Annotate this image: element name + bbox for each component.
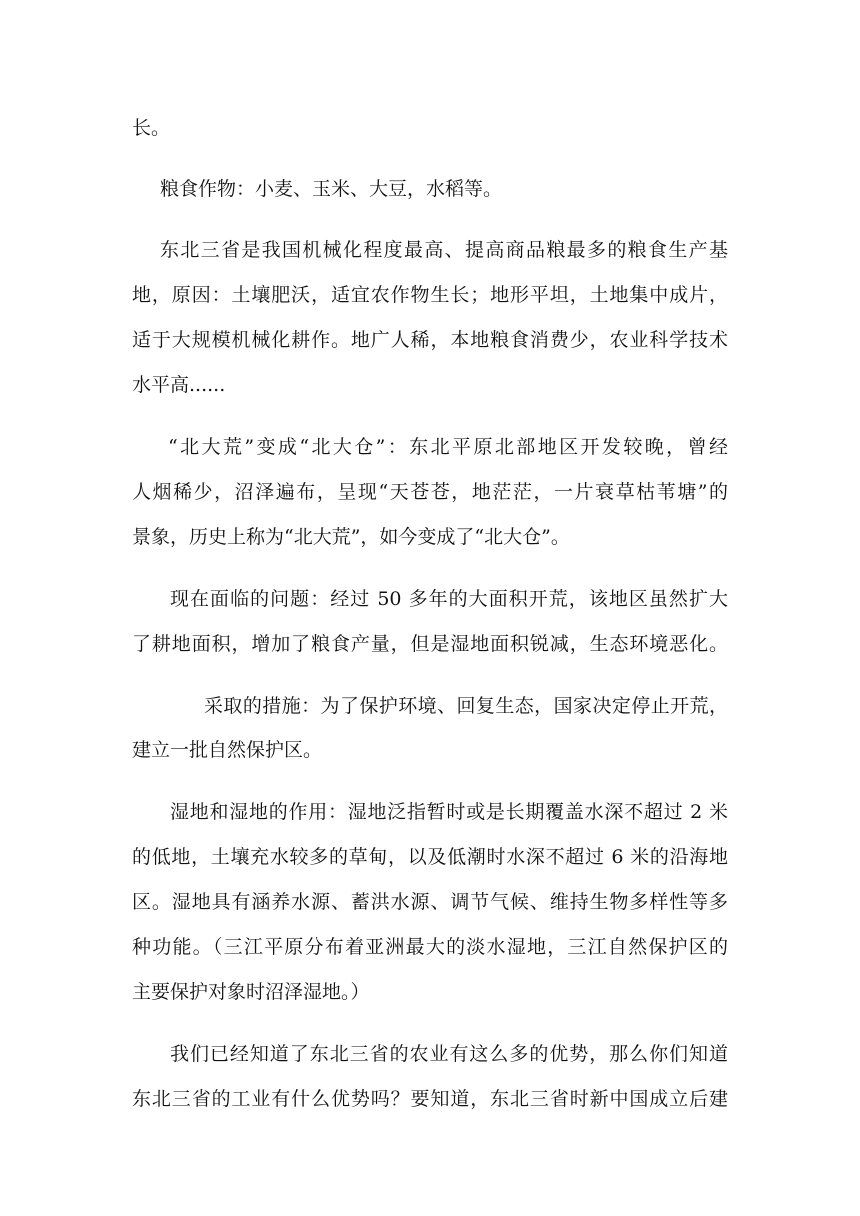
paragraph-6-line-3: 种功能。（三江平原分布着亚洲最大的淡水湿地，三江自然保护区的 xyxy=(132,936,728,958)
paragraph-4-line-1: 了耕地面积，增加了粮食产量，但是湿地面积锐减，生态环境恶化。 xyxy=(132,633,728,655)
paragraph-5-line-1: 建立一批自然保护区。 xyxy=(132,739,323,761)
paragraph-6-line-1: 的低地，土壤充水较多的草甸，以及低潮时水深不超过 6 米的沿海地 xyxy=(132,846,728,868)
paragraph-2-line-2: 适于大规模机械化耕作。地广人稀，本地粮食消费少，农业科学技术 xyxy=(132,329,728,351)
paragraph-4-line-0: 现在面临的问题：经过 50 多年的大面积开荒，该地区虽然扩大 xyxy=(170,588,728,610)
paragraph-3-line-2: 景象，历史上称为“北大荒”，如今变成了“北大仓”。 xyxy=(132,526,570,548)
paragraph-2-line-1: 地，原因：土壤肥沃，适宜农作物生长；地形平坦，土地集中成片， xyxy=(132,284,728,306)
paragraph-0-line-0: 长。 xyxy=(132,117,171,139)
paragraph-7-line-1: 东北三省的工业有什么优势吗？要知道，东北三省时新中国成立后建 xyxy=(132,1088,728,1110)
paragraph-7-line-0: 我们已经知道了东北三省的农业有这么多的优势，那么你们知道 xyxy=(170,1043,728,1065)
paragraph-6-line-2: 区。湿地具有涵养水源、蓄洪水源、调节气候、维持生物多样性等多 xyxy=(132,891,728,913)
paragraph-1-line-0: 粮食作物：小麦、玉米、大豆，水稻等。 xyxy=(160,178,503,200)
paragraph-3-line-1: 人烟稀少，沼泽遍布，呈现“天苍苍，地茫茫，一片衰草枯苇塘”的 xyxy=(132,481,728,503)
paragraph-6-line-0: 湿地和湿地的作用：湿地泛指暂时或是长期覆盖水深不超过 2 米 xyxy=(170,801,728,823)
paragraph-5-line-0: 采取的措施：为了保护环境、回复生态，国家决定停止开荒， xyxy=(204,695,728,717)
paragraph-2-line-0: 东北三省是我国机械化程度最高、提高商品粮最多的粮食生产基 xyxy=(160,239,728,261)
paragraph-6-line-4: 主要保护对象时沼泽湿地。） xyxy=(132,981,370,1003)
paragraph-2-line-3: 水平高...... xyxy=(132,374,226,396)
paragraph-3-line-0: “北大荒”变成“北大仓”：东北平原北部地区开发较晚，曾经 xyxy=(168,436,728,458)
